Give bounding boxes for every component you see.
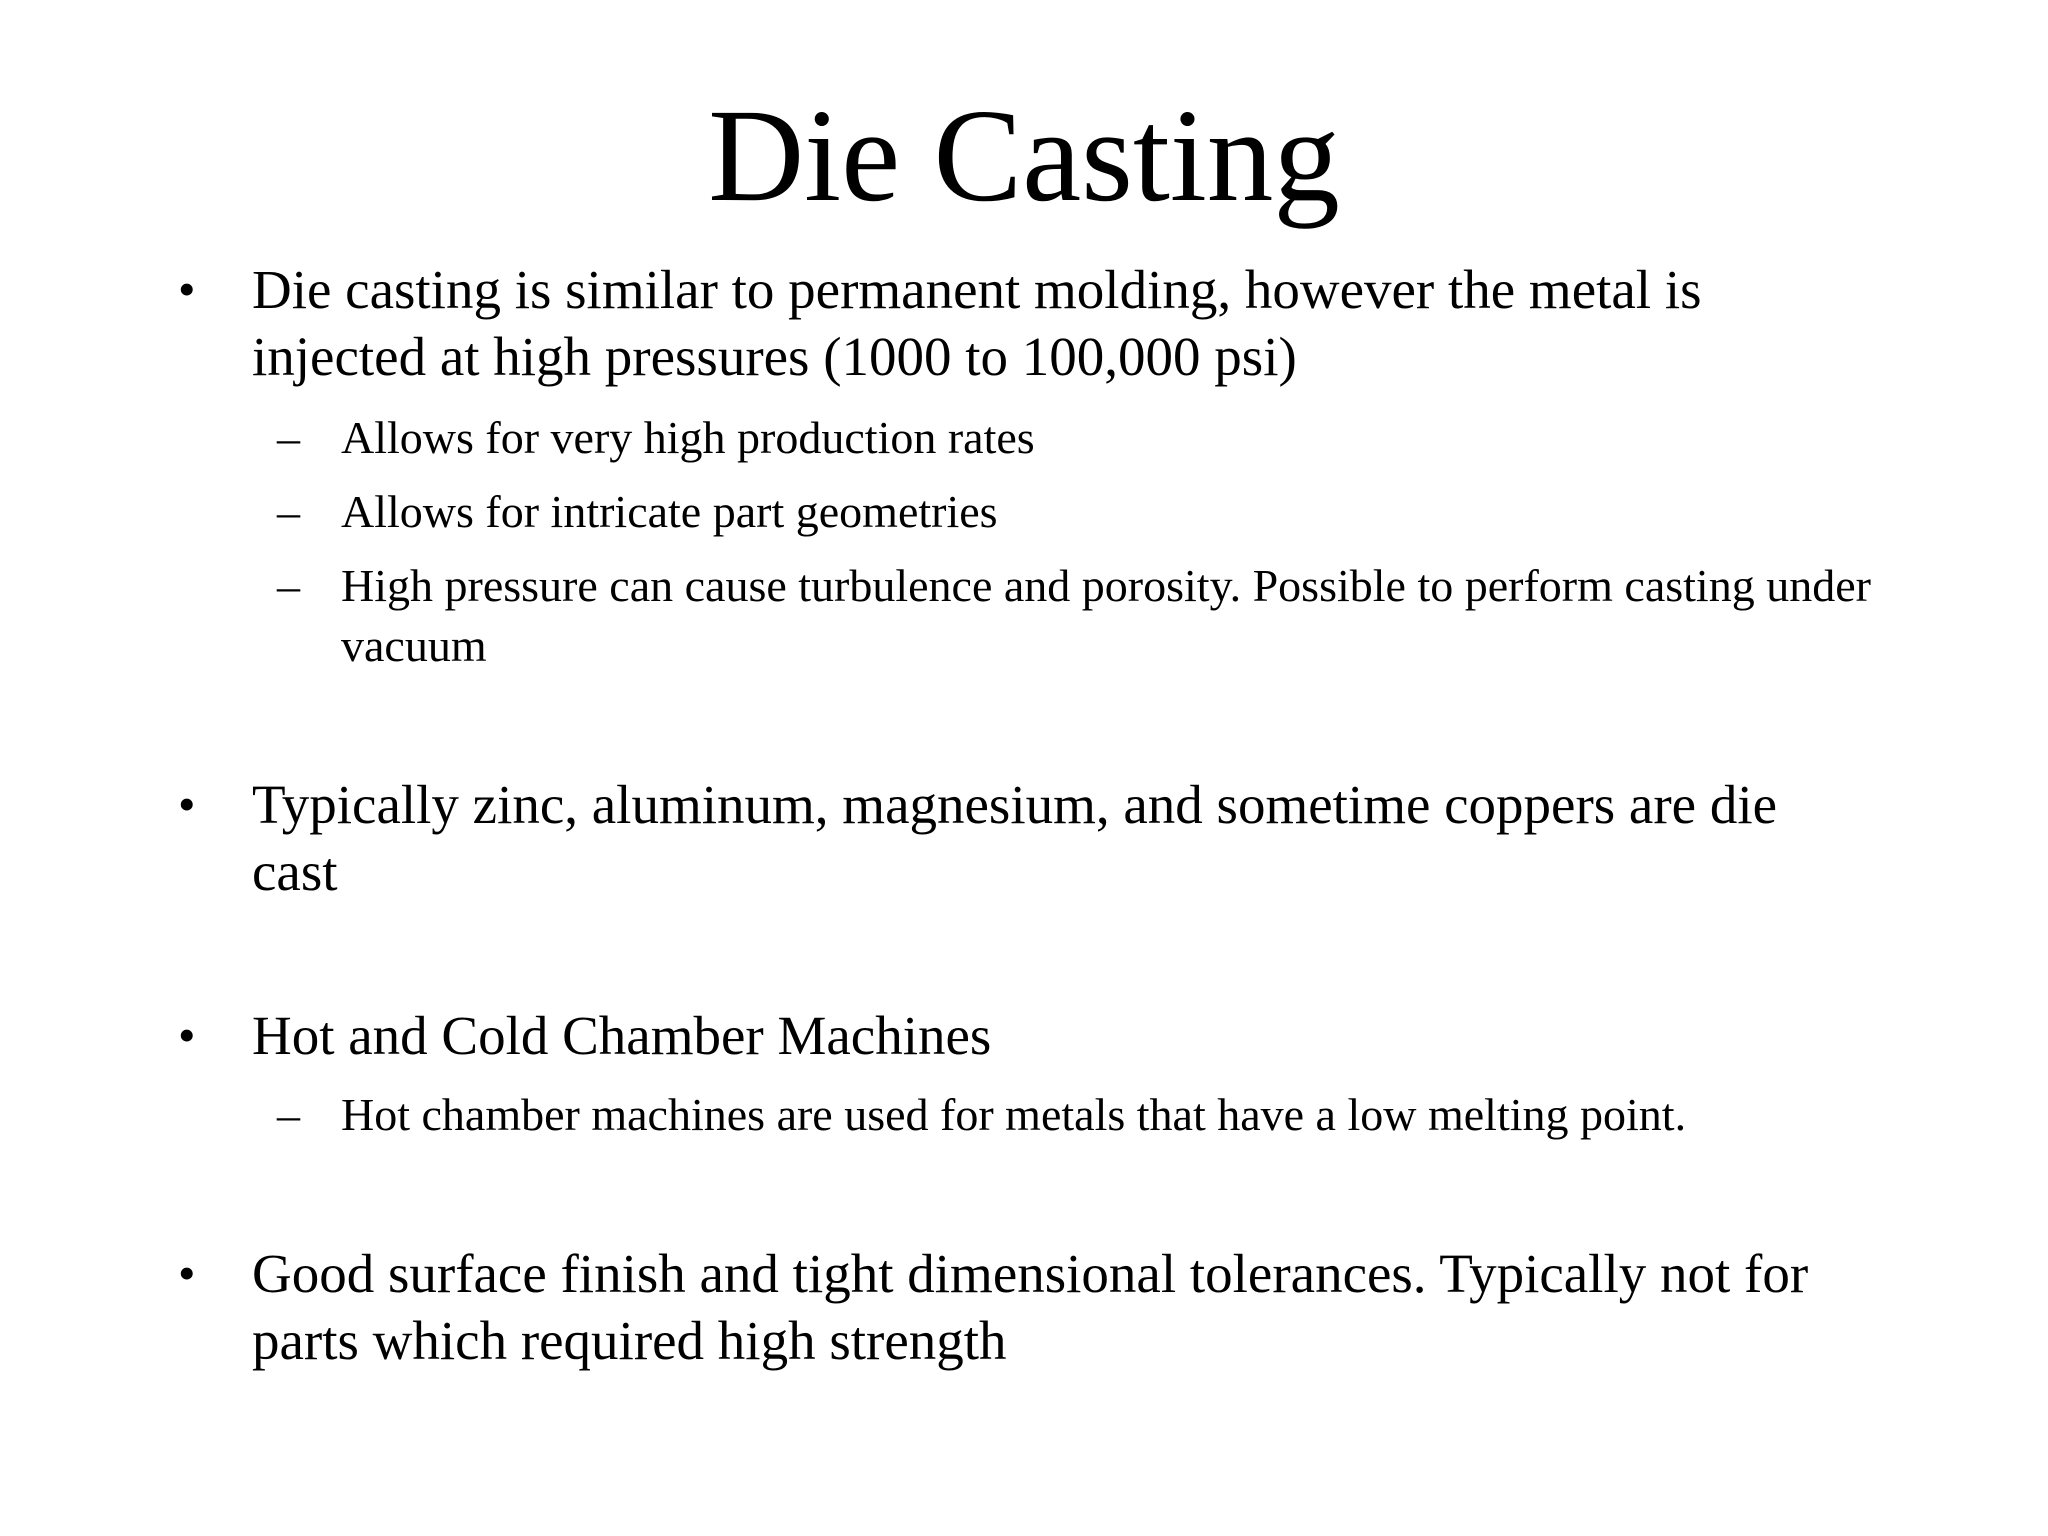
- sub-bullet-dash: –: [277, 1089, 300, 1140]
- slide-title: Die Casting: [708, 81, 1340, 229]
- bullet-text: Hot and Cold Chamber Machines: [252, 1005, 992, 1066]
- bullet-text: Good surface finish and tight dimensional tolerances. Typically not for parts which required high strength: [252, 1243, 1809, 1371]
- bullet-text: Typically zinc, aluminum, magnesium, and sometime coppers are die cast: [252, 774, 1778, 902]
- bullet-dot: •: [178, 261, 196, 317]
- sub-bullet-dash: –: [277, 412, 300, 463]
- bullet-dot: •: [178, 776, 196, 832]
- sub-bullet-dash: –: [277, 486, 300, 537]
- sub-bullet-text: Allows for intricate part geometries: [341, 486, 998, 537]
- sub-bullet-text: High pressure can cause turbulence and porosity. Possible to perform casting under vacuum: [341, 560, 1871, 671]
- bullet-dot: •: [178, 1245, 196, 1301]
- bullet-text: Die casting is similar to permanent molding, however the metal is injected at high pressures (1000 to 100,000 psi): [252, 259, 1702, 387]
- bullet-dot: •: [178, 1007, 196, 1063]
- sub-bullet-dash: –: [277, 560, 300, 611]
- sub-bullet-text: Allows for very high production rates: [341, 412, 1035, 463]
- sub-bullet-text: Hot chamber machines are used for metals that have a low melting point.: [341, 1089, 1687, 1140]
